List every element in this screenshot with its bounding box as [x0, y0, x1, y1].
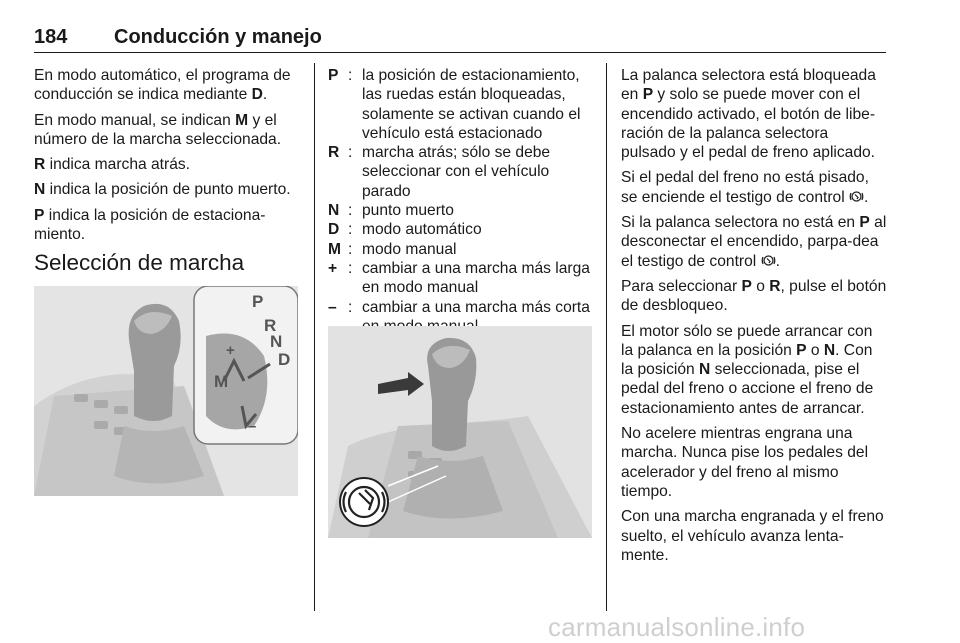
- paragraph: No acelere mientras engrana una marcha. Nunca pise los pedales del acelerador y del freno al mismo tiempo.: [621, 425, 869, 500]
- definition-item: R : marcha atrás; sólo se debe seleccionar con el vehículo parado: [328, 144, 551, 200]
- section-heading: Selección de marcha: [34, 250, 245, 275]
- definition-item: D : modo automático: [328, 221, 482, 239]
- gate-label-minus: –: [248, 418, 257, 435]
- definition-item: – : cambiar a una marcha más corta: [328, 298, 590, 316]
- page-title: Conducción y manejo: [114, 26, 322, 48]
- column-right: [621, 66, 887, 571]
- paragraph: Con una marcha engranada y el freno suelto, el vehículo avanza lenta-mente.: [621, 508, 884, 564]
- paragraph: Si el pedal del freno no está pisado, se enciende el testigo de control .: [621, 169, 869, 206]
- gate-label-d: D: [278, 350, 291, 369]
- paragraph: P indica la posición de estaciona-miento.: [34, 206, 266, 244]
- page-header: [34, 26, 886, 53]
- brake-pedal-warning-icon: [761, 253, 776, 268]
- paragraph: La palanca selectora está bloqueada en P y solo se puede mover con el encendido activado, el botón de libe-ración de la palanca selectora pulsado y el pedal de freno aplicado.: [621, 67, 876, 162]
- definition-item: M : modo manual: [328, 240, 457, 258]
- gate-label-n: N: [270, 332, 283, 351]
- page-number: 184: [34, 26, 68, 48]
- gate-label-p: P: [252, 292, 264, 311]
- paragraph: En modo automático, el programa de conducción se indica mediante D.: [34, 67, 291, 104]
- definition-list: [328, 66, 590, 336]
- column-divider-left: [314, 63, 315, 611]
- paragraph: En modo manual, se indican M y el número de la marcha seleccionada.: [34, 111, 282, 148]
- paragraph: El motor sólo se puede arrancar con la palanca en la posición P o N. Con la posición N seleccionada, pise el pedal del freno o accione el freno de estacionamiento antes de arrancar.: [621, 322, 874, 417]
- definition-item: + : cambiar a una marcha más larga en modo manual: [328, 259, 590, 297]
- watermark: carmanualsonline.info: [548, 612, 806, 642]
- gate-label-plus: +: [226, 342, 235, 359]
- definition-item: N : punto muerto: [328, 202, 454, 220]
- brake-pedal-warning-icon: [849, 189, 864, 204]
- gate-label-m: M: [214, 372, 229, 391]
- release-button-figure: [328, 326, 592, 538]
- paragraph: R indica marcha atrás.: [34, 156, 191, 174]
- definition-item: P : la posición de estacionamiento, las ruedas están bloqueadas, solamente se activan cuando el vehículo está estacionado: [328, 67, 581, 142]
- column-divider-right: [606, 63, 607, 611]
- column-left: [34, 66, 300, 250]
- gear-lever-figure: [34, 286, 298, 496]
- paragraph: Para seleccionar P o R, pulse el botón de desbloqueo.: [621, 277, 887, 315]
- paragraph: N indica la posición de punto muerto.: [34, 181, 291, 199]
- gear-lever-illustration: [34, 286, 298, 496]
- release-button-illustration: [328, 326, 592, 538]
- gate-label-r: R: [264, 316, 277, 335]
- paragraph: Si la palanca selectora no está en P al desconectar el encendido, parpa-dea el testigo de control .: [621, 214, 887, 270]
